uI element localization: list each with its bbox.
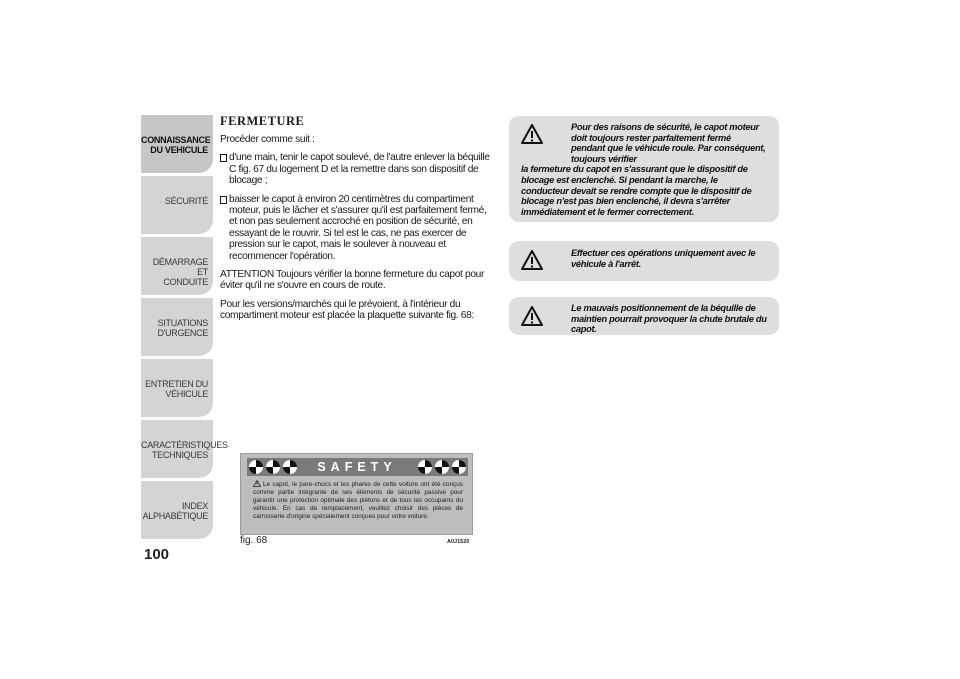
safety-label-body: Le capot, le pare-chocs et les phares de cette voiture ont été conçus comme partie intégrante de ses éléments de sécurité passive pour garantir une protection optimale des piétons et de tous les occupants du véhicule. En cas de remplacement, veuillez choisir des pièces de carrosserie d'origine spécialement conçues pour votre voiture. (253, 481, 463, 520)
tab-label-line1: ENTRETIEN DU (145, 379, 208, 389)
tab-caracteristiques-techniques[interactable] (141, 420, 228, 478)
tab-label-line2: DU VEHICULE (150, 145, 208, 155)
section-title: FERMETURE (220, 114, 305, 128)
safety-label-text (253, 480, 463, 521)
tab-connaissance-du-vehicule[interactable] (141, 115, 213, 173)
tab-situations-d-urgence[interactable] (141, 298, 213, 356)
list-item (220, 152, 492, 186)
tab-entretien-du-vehicule[interactable] (141, 359, 213, 417)
page-number: 100 (144, 546, 170, 563)
tab-label-line1: CARACTÉRISTIQUES (141, 440, 228, 450)
figure-code: A0J1520 (447, 539, 470, 545)
tab-label-line2: SÉCURITÉ (164, 196, 208, 206)
warning-text-indented: Le mauvais positionnement de la béquille de maintien pourrait provoquer la chute brutale du capot. (571, 303, 767, 335)
warning-triangle-icon (521, 306, 543, 326)
attention-text: ATTENTION Toujours vérifier la bonne fermeture du capot pour éviter qu'il ne s'ouvre en cours de route. (220, 269, 484, 292)
figure-caption: fig. 68 (240, 535, 268, 546)
checkbox-bullet-icon (220, 154, 227, 162)
tab-label-line1: SITUATIONS (157, 318, 208, 328)
warning-text-indented: Pour des raisons de sécurité, le capot moteur doit toujours rester parfaitement fermé pendant que le véhicule roule. Par conséquent, toujours vérifier (571, 122, 766, 164)
intro-text: Procéder comme suit : (220, 134, 315, 145)
tab-label-line1: CONNAISSANCE (141, 135, 211, 145)
warning-box (509, 297, 779, 335)
tab-label-line1: DÉMARRAGE ET (152, 257, 208, 277)
tab-securite[interactable] (141, 176, 213, 234)
tab-demarrage-et-conduite[interactable] (141, 237, 213, 295)
tab-label-line2: VÉHICULE (165, 389, 208, 399)
warning-triangle-icon (253, 480, 261, 487)
list-item-text: d'une main, tenir le capot soulevé, de l'autre enlever la béquille C fig. 67 du logement D et la remettre dans son dispositif de blocage ; (229, 152, 490, 187)
tab-index-alphabetique[interactable] (141, 481, 213, 539)
main-text-column (220, 114, 492, 329)
list-item-text: baisser le capot à environ 20 centimètres du compartiment moteur, puis le lâcher et s'assurer qu'il est parfaitement fermé, et non pas seulement accroché en position de sécurité, en essayant de le rouvrir. Si tel est le cas, ne pas exercer de pression sur le capot, mais le soulever à nouveau et recommencer l'opération. (229, 193, 487, 262)
safety-banner-title: SAFETY (317, 460, 397, 474)
tab-label-line2: TECHNIQUES (151, 450, 208, 460)
tab-label-line2: D'URGENCE (157, 328, 208, 338)
warning-text-indented: Effectuer ces opérations uniquement avec le véhicule à l'arrêt. (571, 248, 756, 269)
tab-label-line1: INDEX (181, 501, 208, 511)
warning-box (509, 116, 779, 222)
warning-triangle-icon (521, 124, 543, 144)
tab-label-line2: ALPHABÉTIQUE (142, 511, 208, 521)
list-item (220, 194, 492, 262)
note-text: Pour les versions/marchés qui le prévoient, à l'intérieur du compartiment moteur est placée la plaquette suivante fig. 68: (220, 298, 474, 322)
safety-label-figure (240, 453, 473, 535)
tab-label-line2: CONDUITE (163, 277, 208, 287)
warning-text: la fermeture du capot en s'assurant que le dispositif de blocage est enclenché. Si pendant la marche, le conducteur devait se rendre compte que le dispositif de blocage n'est pas bien enclenché, il devra s'arrêter immédiatement et le fermer correctement. (521, 164, 752, 217)
warning-triangle-icon (521, 250, 543, 270)
checkbox-bullet-icon (220, 196, 227, 204)
warning-box (509, 241, 779, 281)
